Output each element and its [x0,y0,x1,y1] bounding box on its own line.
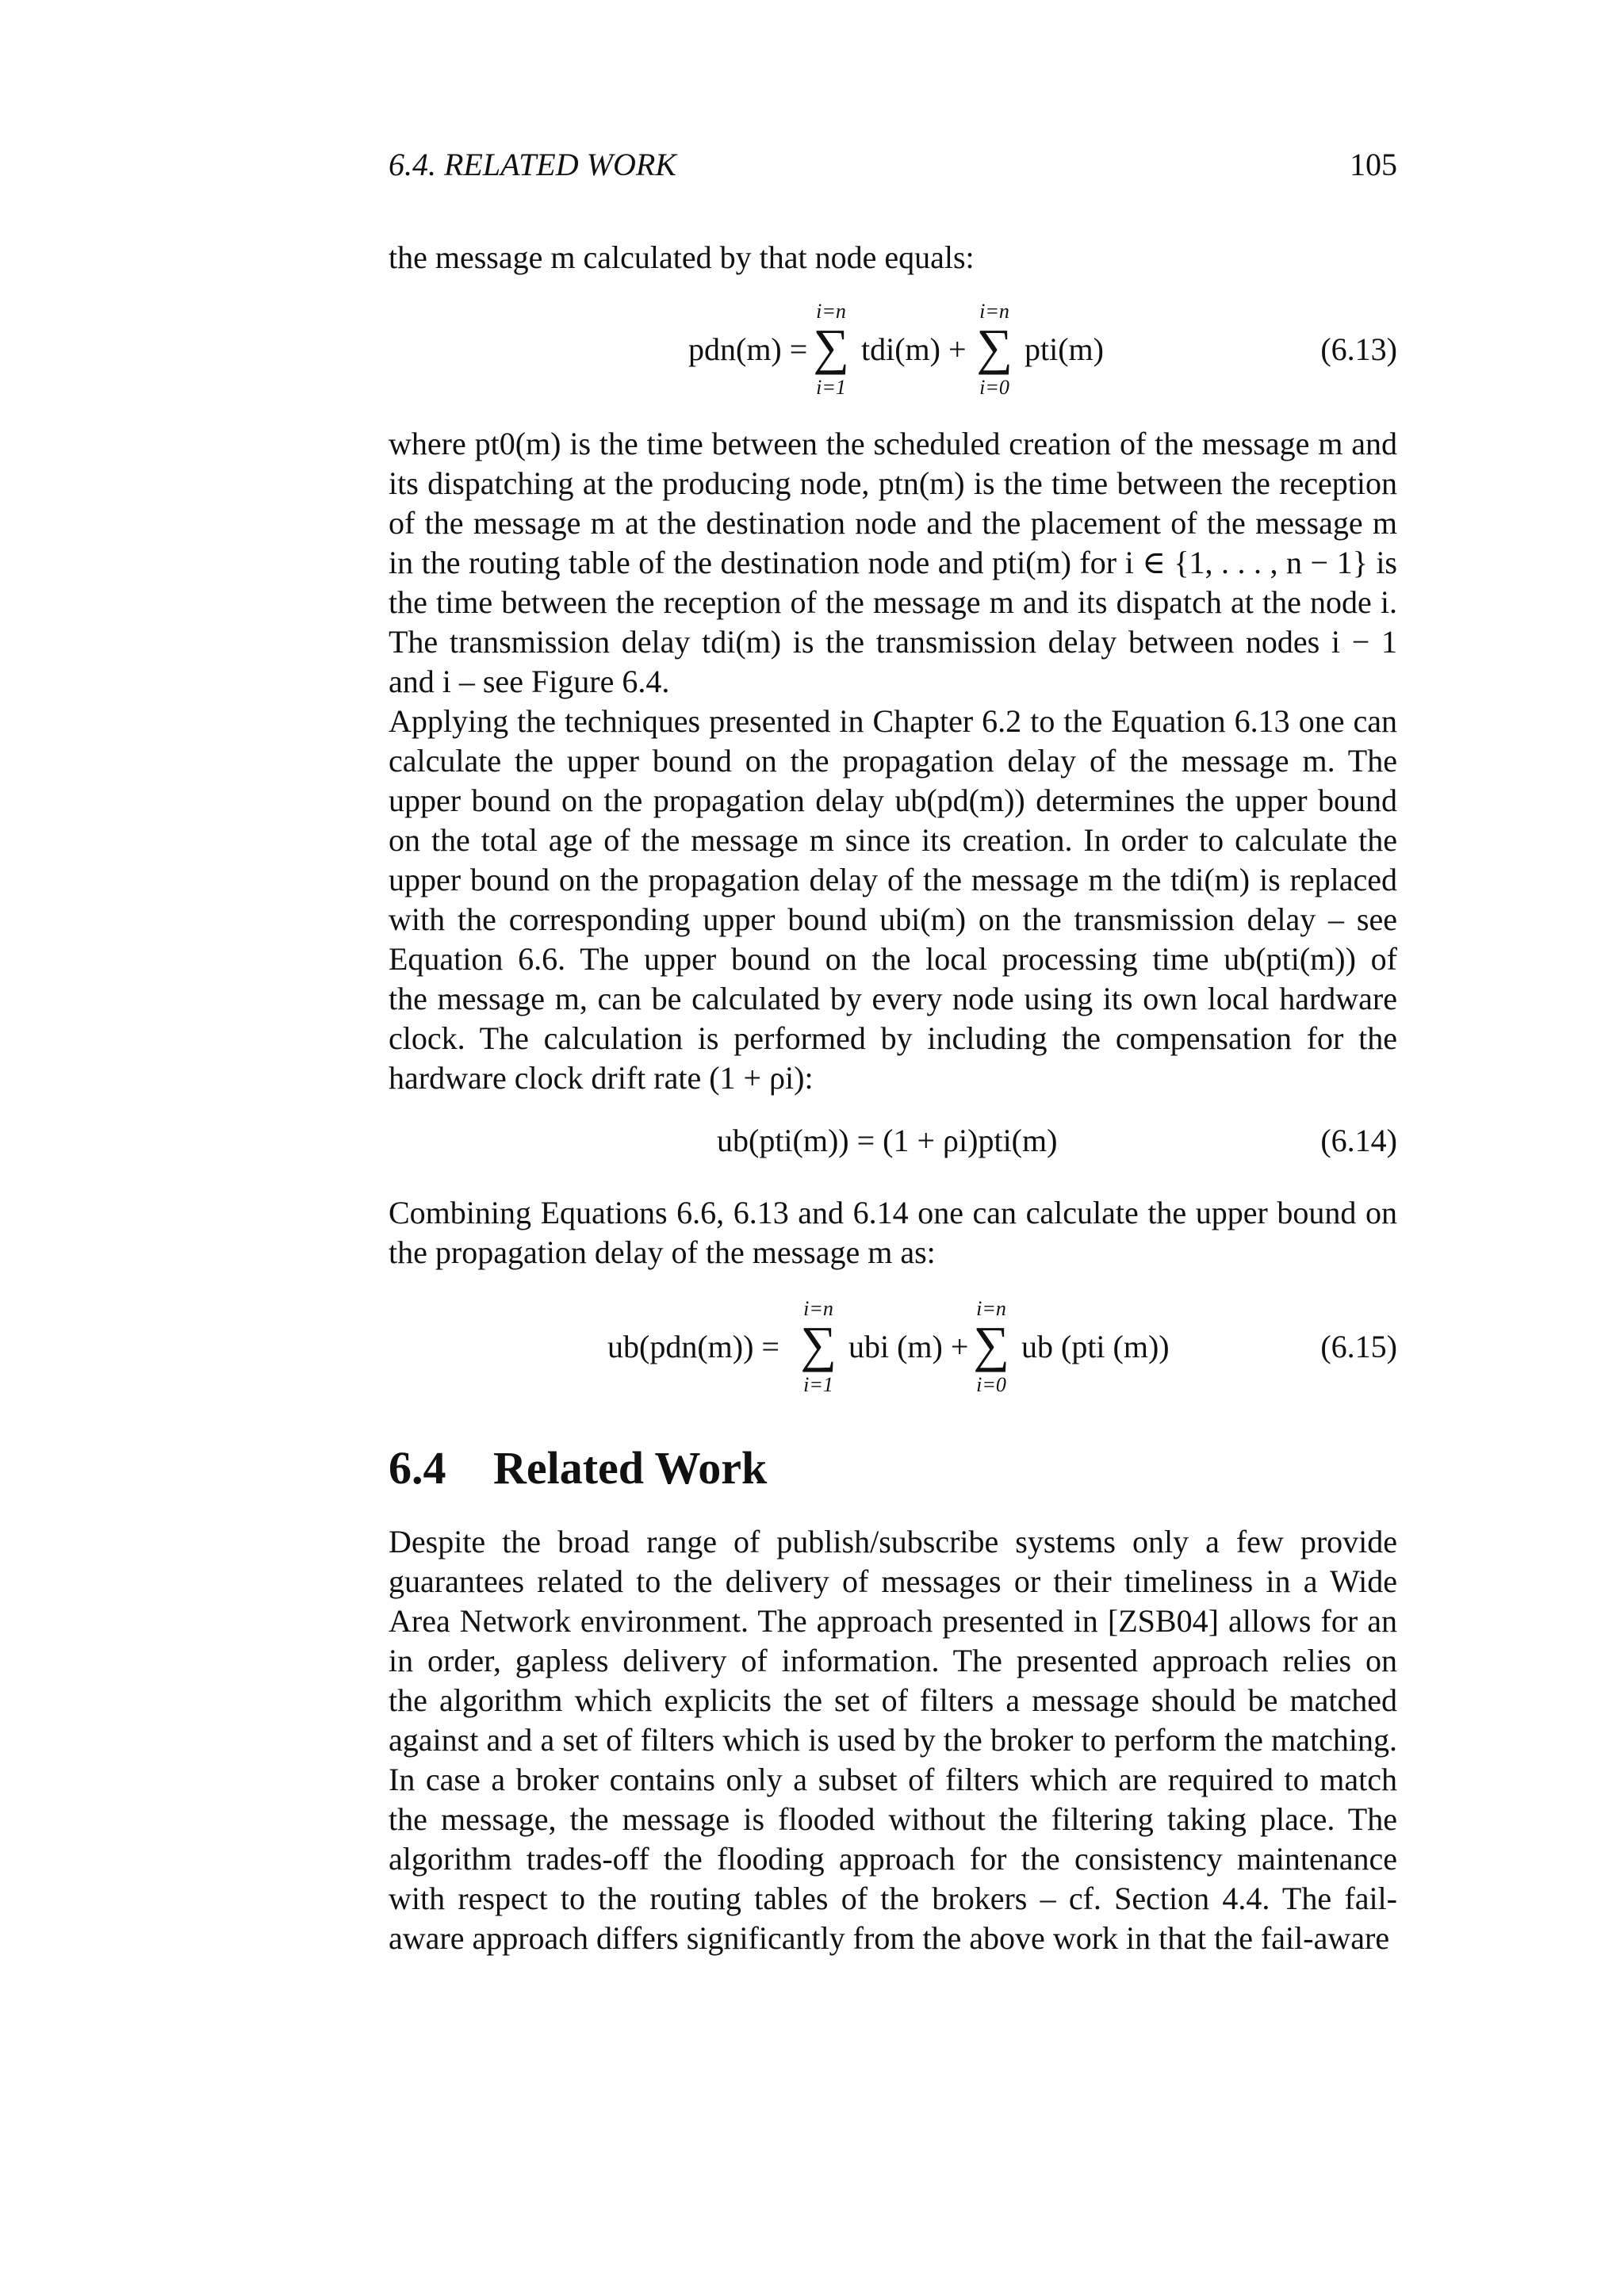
paragraph-2 [389,702,1397,1098]
text-line: The transmission delay tdi(m) is the transmission delay between nodes i − 1 [389,624,1397,660]
equation-number: (6.13) [1320,331,1397,367]
text-line: Area Network environment. The approach presented in [ZSB04] allows for an [389,1603,1397,1639]
text-line: In case a broker contains only a subset of filters which are required to match [389,1762,1397,1797]
text-line: with the corresponding upper bound ubi(m) on the transmission delay – see [389,901,1397,937]
eq-term-2: ub (pti (m)) [1021,1329,1170,1364]
text-line: calculate the upper bound on the propagation delay of the message m. The [389,743,1397,779]
sigma-symbol: ∑ [976,319,1013,375]
equation-number: (6.15) [1320,1329,1397,1364]
running-head [389,146,1397,193]
sum-upper-limit: i=n [979,300,1009,323]
sigma-symbol: ∑ [800,1316,837,1372]
text-line: against and a set of filters which is used by the broker to perform the matching. [389,1722,1397,1758]
equation-6-14 [389,1121,1397,1169]
text-line: on the total age of the message m since its creation. In order to calculate the [389,822,1397,858]
text-line: the message m, can be calculated by every node using its own local hardware [389,981,1397,1016]
eq-lhs: pdn(m) = [688,331,808,367]
text-line: the propagation delay of the message m as: [389,1234,936,1270]
sum-lower-limit: i=1 [803,1373,833,1396]
intro-line [389,238,1397,277]
text-line: upper bound on the propagation delay ub(pd(m)) determines the upper bound [389,783,1397,818]
sum-upper-limit: i=n [976,1297,1006,1320]
paragraph-4 [389,1522,1397,1958]
section-heading [389,1441,767,1494]
text-line: the time between the reception of the message m and its dispatch at the node i. [389,584,1397,620]
section-title: Related Work [493,1442,768,1494]
text-line: Despite the broad range of publish/subscribe systems only a few provide [389,1524,1397,1559]
text-line: with respect to the routing tables of the brokers – cf. Section 4.4. The fail- [389,1881,1397,1916]
text-line: Equation 6.6. The upper bound on the local processing time ub(pti(m)) of [389,941,1397,977]
eq-term-1: tdi(m) + [861,331,967,367]
sum-lower-limit: i=1 [816,376,846,399]
eq-body: ub(pti(m)) = (1 + ρi)pti(m) [717,1123,1058,1158]
text-line: Applying the techniques presented in Chapter 6.2 to the Equation 6.13 one can [389,703,1397,739]
text-line: guarantees related to the delivery of messages or their timeliness in a Wide [389,1563,1397,1599]
sigma-symbol: ∑ [813,319,849,375]
running-head-title: 6.4. RELATED WORK [389,147,676,182]
sigma-symbol: ∑ [973,1316,1009,1372]
paragraph-3 [389,1193,1397,1272]
equation-6-15 [389,1299,1397,1418]
sum-lower-limit: i=0 [976,1373,1006,1396]
text-line: the message, the message is flooded without the filtering taking place. The [389,1801,1397,1837]
text-line: upper bound on the propagation delay of the message m the tdi(m) is replaced [389,862,1397,897]
text-line: aware approach differs significantly from the above work in that the fail-aware [389,1920,1390,1956]
text-line: algorithm trades-off the flooding approach for the consistency maintenance [389,1841,1397,1877]
section-number: 6.4 [389,1442,446,1494]
text-line: clock. The calculation is performed by including the compensation for the [389,1020,1397,1056]
text-line: where pt0(m) is the time between the scheduled creation of the message m and [389,426,1397,461]
equation-number: (6.14) [1320,1123,1397,1158]
text-line: its dispatching at the producing node, ptn(m) is the time between the reception [389,465,1397,501]
eq-term-1: ubi (m) + [848,1329,969,1364]
text-line: hardware clock drift rate (1 + ρi): [389,1060,814,1096]
text-line: in the routing table of the destination node and pti(m) for i ∈ {1, . . . , n − 1} is [389,545,1397,580]
equation-6-13 [389,301,1397,420]
eq-lhs: ub(pdn(m)) = [607,1329,779,1364]
text-line: of the message m at the destination node and the placement of the message m [389,505,1397,541]
text-line: in order, gapless delivery of information. The presented approach relies on [389,1643,1397,1678]
sum-upper-limit: i=n [803,1297,833,1320]
sum-lower-limit: i=0 [979,376,1009,399]
sum-upper-limit: i=n [816,300,846,323]
text-line: the message m calculated by that node equals: [389,239,975,275]
text-line: the algorithm which explicits the set of filters a message should be matched [389,1682,1397,1718]
page-number: 105 [1350,147,1397,182]
paragraph-1 [389,424,1397,702]
text-line: and i – see Figure 6.4. [389,664,670,699]
text-line: Combining Equations 6.6, 6.13 and 6.14 one can calculate the upper bound on [389,1195,1397,1230]
eq-term-2: pti(m) [1025,331,1104,367]
